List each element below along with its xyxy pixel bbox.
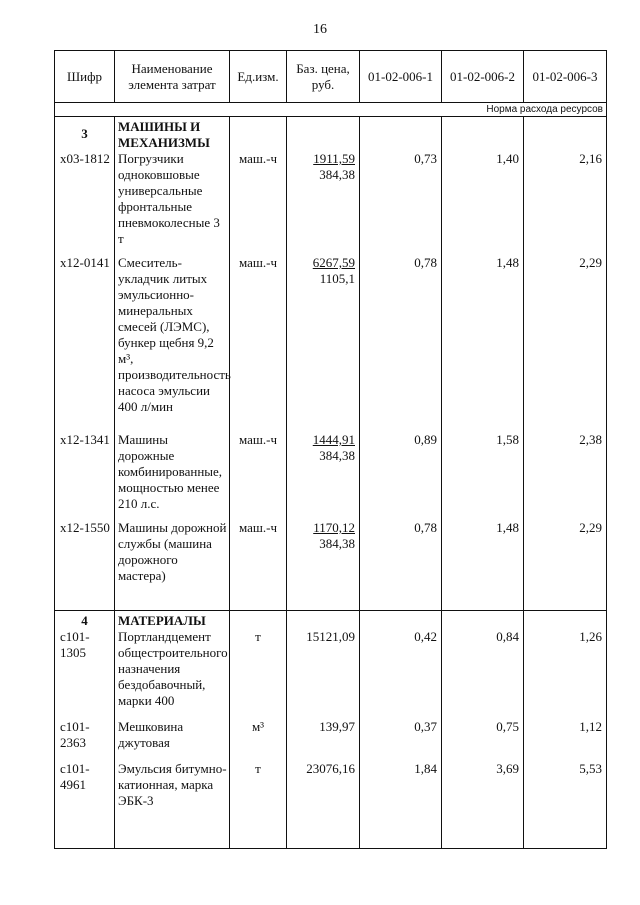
header-col2: 01-02-006-2: [442, 51, 524, 103]
row-value-1: 0,89: [360, 432, 442, 520]
header-col1: 01-02-006-1: [360, 51, 442, 103]
row-name: Смеситель-укладчик литых эмульсионно-минеральных смесей (ЛЭМС), бункер щебня 9,2 м³, производительность насоса эмульсии 400 л/мин: [115, 255, 230, 432]
row-unit: м³: [230, 719, 287, 761]
section-title-cell: [115, 610, 230, 629]
header-unit: Ед.изм.: [230, 51, 287, 103]
row-code: с101-1305: [55, 629, 115, 719]
row-name: Мешковина джутовая: [115, 719, 230, 761]
row-price: [287, 520, 360, 610]
row-price: [287, 432, 360, 520]
table-row: [55, 629, 607, 719]
header-name: Наименование элемента затрат: [115, 51, 230, 103]
price-secondary: 384,38: [319, 536, 355, 551]
row-value-3: 2,29: [524, 255, 607, 432]
section-title-cell: [115, 117, 230, 152]
row-value-1: 0,42: [360, 629, 442, 719]
row-value-2: 0,75: [442, 719, 524, 761]
row-value-2: 3,69: [442, 761, 524, 849]
row-value-1: 0,78: [360, 255, 442, 432]
row-price: [287, 151, 360, 255]
row-value-2: 0,84: [442, 629, 524, 719]
row-unit: маш.-ч: [230, 432, 287, 520]
header-col3: 01-02-006-3: [524, 51, 607, 103]
row-name: Эмульсия битумно-катионная, марка ЭБК-3: [115, 761, 230, 849]
price-secondary: 384,38: [319, 448, 355, 463]
table-row: [55, 151, 607, 255]
header-row: [55, 51, 607, 103]
row-value-3: 2,29: [524, 520, 607, 610]
row-unit: маш.-ч: [230, 151, 287, 255]
table-row: [55, 761, 607, 849]
resource-table: [54, 50, 607, 849]
table-row: [55, 255, 607, 432]
row-value-2: 1,40: [442, 151, 524, 255]
row-code: х03-1812: [55, 151, 115, 255]
row-value-3: 2,38: [524, 432, 607, 520]
row-value-3: 1,26: [524, 629, 607, 719]
row-value-2: 1,48: [442, 255, 524, 432]
price-secondary: 384,38: [319, 167, 355, 182]
row-unit: т: [230, 629, 287, 719]
row-value-3: 2,16: [524, 151, 607, 255]
header-price: Баз. цена, руб.: [287, 51, 360, 103]
table-row: [55, 432, 607, 520]
price-main: 6267,59: [312, 255, 355, 270]
row-value-2: 1,48: [442, 520, 524, 610]
table-row: [55, 719, 607, 761]
norma-row: [55, 103, 607, 117]
row-value-3: 1,12: [524, 719, 607, 761]
row-value-2: 1,58: [442, 432, 524, 520]
row-value-1: 0,73: [360, 151, 442, 255]
section-title: МАТЕРИАЛЫ: [118, 612, 206, 628]
row-name: Портландцемент общестроительного назначения бездобавочный, марки 400: [115, 629, 230, 719]
row-name: Погрузчики одноковшовые универсальные фронтальные пневмоколесные 3 т: [115, 151, 230, 255]
row-price: 15121,09: [287, 629, 360, 719]
section-number-cell: [55, 610, 115, 629]
row-code: х12-0141: [55, 255, 115, 432]
row-value-1: 0,37: [360, 719, 442, 761]
row-code: х12-1550: [55, 520, 115, 610]
section-header-row: [55, 117, 607, 152]
row-price: [287, 255, 360, 432]
row-value-1: 1,84: [360, 761, 442, 849]
section-header-row: [55, 610, 607, 629]
row-value-3: 5,53: [524, 761, 607, 849]
section-number: 4: [81, 612, 88, 628]
row-code: с101-4961: [55, 761, 115, 849]
section-number-cell: [55, 117, 115, 152]
section-title: МАШИНЫ И МЕХАНИЗМЫ: [118, 119, 210, 150]
table-row: [55, 520, 607, 610]
price-secondary: 1105,1: [319, 271, 355, 286]
row-value-1: 0,78: [360, 520, 442, 610]
header-code: Шифр: [55, 51, 115, 103]
row-name: Машины дорожной службы (машина дорожного мастера): [115, 520, 230, 610]
price-main: 1170,12: [313, 520, 355, 535]
row-unit: маш.-ч: [230, 520, 287, 610]
row-price: 23076,16: [287, 761, 360, 849]
norma-label: Норма расхода ресурсов: [55, 103, 607, 117]
row-unit: маш.-ч: [230, 255, 287, 432]
section-number: 3: [81, 126, 88, 141]
row-unit: т: [230, 761, 287, 849]
row-name: Машины дорожные комбинированные, мощностью менее 210 л.с.: [115, 432, 230, 520]
row-price: 139,97: [287, 719, 360, 761]
row-code: х12-1341: [55, 432, 115, 520]
page-number: 16: [313, 22, 327, 37]
row-code: с101-2363: [55, 719, 115, 761]
price-main: 1911,59: [313, 151, 355, 166]
price-main: 1444,91: [312, 432, 355, 447]
